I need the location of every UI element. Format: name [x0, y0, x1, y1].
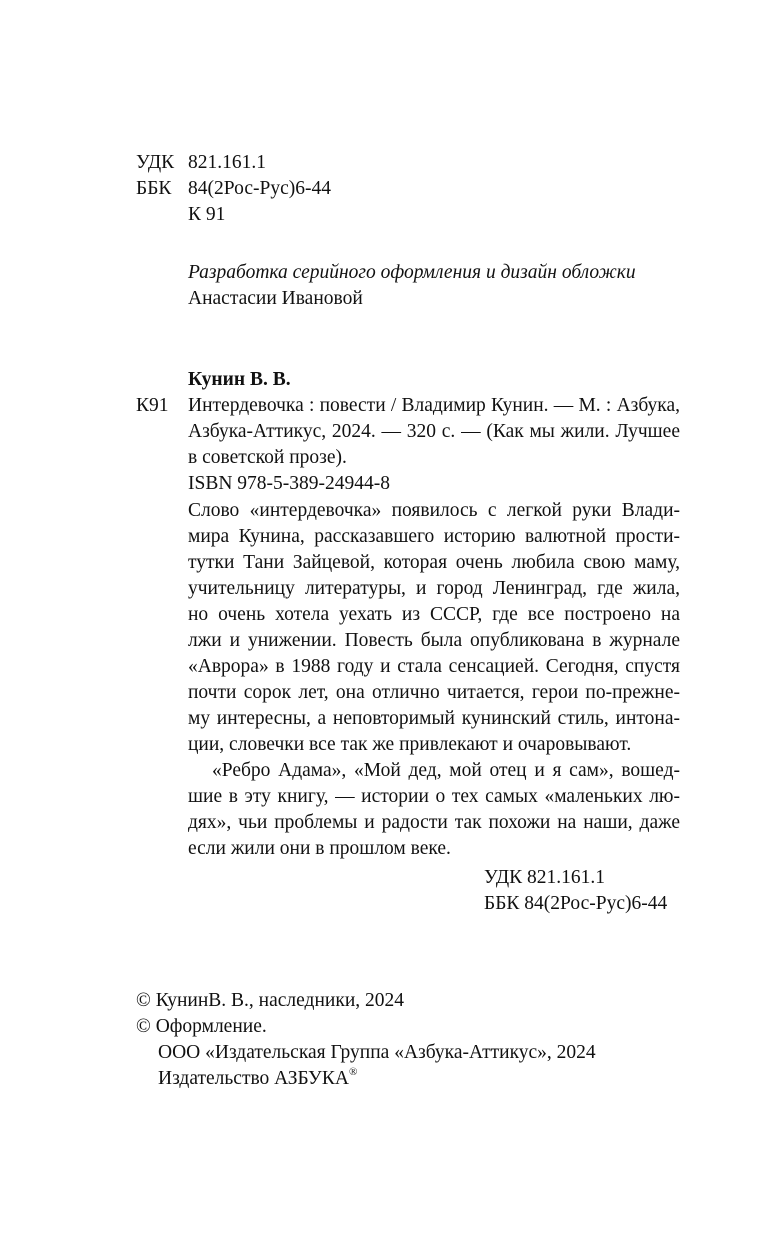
registered-mark-icon: ® — [348, 1066, 358, 1078]
description-line: в советской прозе). — [188, 447, 347, 468]
udk-value: 821.161.1 — [188, 152, 266, 173]
udk-label: УДК — [136, 152, 175, 173]
bbk-value: 84(2Рос-Рус)6-44 — [188, 178, 331, 199]
annotation-line: мира Кунина, рассказавшего историю валютной прости- — [188, 526, 680, 547]
author-heading: Кунин В. В. — [188, 369, 291, 390]
annotation-line: лжи и унижении. Повесть была опубликована в журнале — [188, 630, 680, 651]
annotation-line: дях», чьи проблемы и радости так похожи на наши, даже — [188, 812, 680, 833]
design-credit-title: Разработка серийного оформления и дизайн обложки — [188, 262, 636, 283]
design-credit-name: Анастасии Ивановой — [188, 288, 363, 309]
copyright-author: © КунинВ. В., наследники, 2024 — [136, 990, 405, 1011]
copyright-imprint — [158, 1066, 358, 1089]
description-line: Азбука-Аттикус, 2024. — 320 с. — (Как мы жили. Лучшее — [188, 421, 680, 442]
bbk-label: ББК — [136, 178, 172, 199]
annotation-line: «Ребро Адама», «Мой дед, мой отец и я сам», вошед- — [212, 760, 680, 781]
annotation-line: Слово «интердевочка» появилось с легкой руки Влади- — [188, 500, 680, 521]
isbn: ISBN 978-5-389-24944-8 — [188, 473, 391, 494]
annotation-line: но очень хотела уехать из СССР, где все построено на — [188, 604, 680, 625]
annotation-line: тутки Тани Зайцевой, которая очень любила свою маму, — [188, 552, 680, 573]
annotation-line: если жили они в прошлом веке. — [188, 838, 451, 859]
udk-footer: УДК 821.161.1 — [484, 867, 606, 888]
annotation-line: шие в эту книгу, — истории о тех самых «маленьких лю- — [188, 786, 680, 807]
annotation-line: почти сорок лет, она отлично читается, герои по-прежне- — [188, 682, 680, 703]
copyright-design: © Оформление. — [136, 1016, 267, 1037]
annotation-line: «Аврора» в 1988 году и стала сенсацией. Сегодня, спустя — [188, 656, 680, 677]
annotation-line: му интересны, а неповторимый кунинский стиль, интона- — [188, 708, 680, 729]
annotation-line: учительницу литературы, и город Ленинград, где жила, — [188, 578, 680, 599]
description-line: Интердевочка : повести / Владимир Кунин. — М. : Азбука, — [188, 395, 680, 416]
bbk-footer: ББК 84(2Рос-Рус)6-44 — [484, 893, 668, 914]
author-mark-left: К91 — [136, 395, 169, 416]
annotation-line: ции, словечки все так же привлекают и очаровывают. — [188, 734, 632, 755]
imprint-text: Издательство АЗБУКА — [158, 1068, 349, 1089]
copyright-publisher: ООО «Издательская Группа «Азбука-Аттикус», 2024 — [158, 1042, 596, 1063]
author-mark: К 91 — [188, 204, 226, 225]
